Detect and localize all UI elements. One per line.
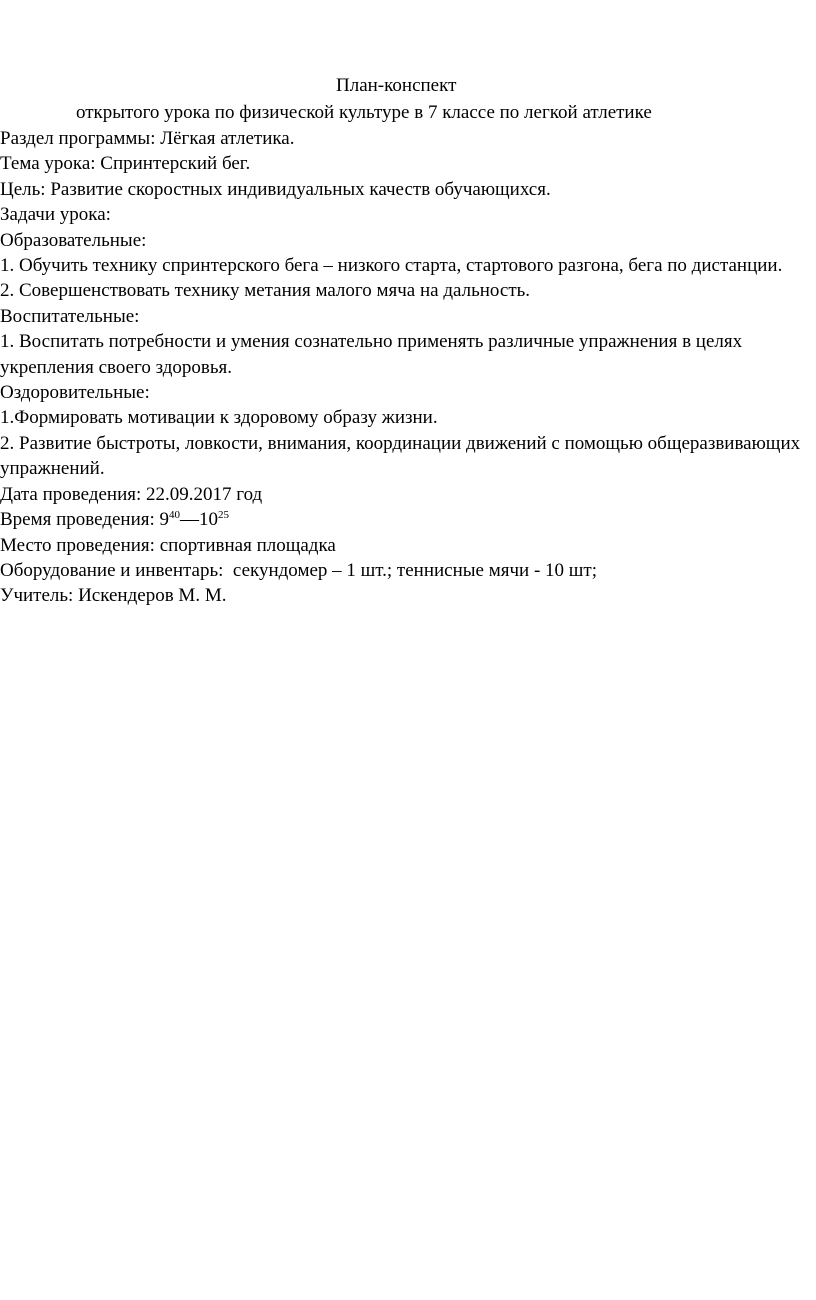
lesson-goal: Цель: Развитие скоростных индивидуальных качеств обучающихся.	[0, 178, 551, 200]
educational-task-2: 2. Совершенствовать технику метания малого мяча на дальность.	[0, 280, 531, 302]
lesson-equipment: Оборудование и инвентарь: секундомер – 1 шт.; теннисные мячи - 10 шт;	[0, 559, 597, 581]
educational-heading: Образовательные:	[0, 229, 147, 251]
time-dash: —	[180, 509, 200, 531]
program-section: Раздел программы: Лёгкая атлетика.	[0, 128, 295, 149]
document-body	[0, 126, 806, 609]
lesson-date: Дата проведения: 22.09.2017 год	[0, 483, 263, 505]
upbringing-task-1: 1. Воспитать потребности и умения сознательно применять различные упражнения в целях укрепления своего здоровья.	[0, 331, 743, 378]
document-title: План-конспект	[336, 75, 457, 96]
lesson-place: Место проведения: спортивная площадка	[0, 534, 336, 556]
time-end-hour: 10	[199, 509, 219, 531]
lesson-topic: Тема урока: Спринтерский бег.	[0, 153, 251, 175]
time-start-minutes: 40	[169, 509, 181, 522]
health-task-2: 2. Развитие быстроты, ловкости, внимания, координации движений с помощью общеразвивающих упражнений.	[0, 432, 801, 480]
tasks-heading: Задачи урока:	[0, 204, 111, 226]
lesson-time	[0, 507, 806, 532]
time-start-hour: 9	[159, 509, 170, 531]
time-end-minutes: 25	[218, 509, 230, 522]
lesson-teacher: Учитель: Искендеров М. М.	[0, 585, 227, 607]
health-task-1: 1.Формировать мотивации к здоровому образу жизни.	[0, 407, 438, 429]
upbringing-heading: Воспитательные:	[0, 305, 140, 327]
educational-task-1: 1. Обучить технику спринтерского бега – низкого старта, стартового разгона, бега по дистанции.	[0, 255, 783, 277]
document-subtitle: открытого урока по физической культуре в 7 классе по легкой атлетике	[76, 102, 652, 123]
lesson-time-label: Время проведения:	[0, 509, 160, 531]
health-heading: Оздоровительные:	[0, 382, 150, 404]
